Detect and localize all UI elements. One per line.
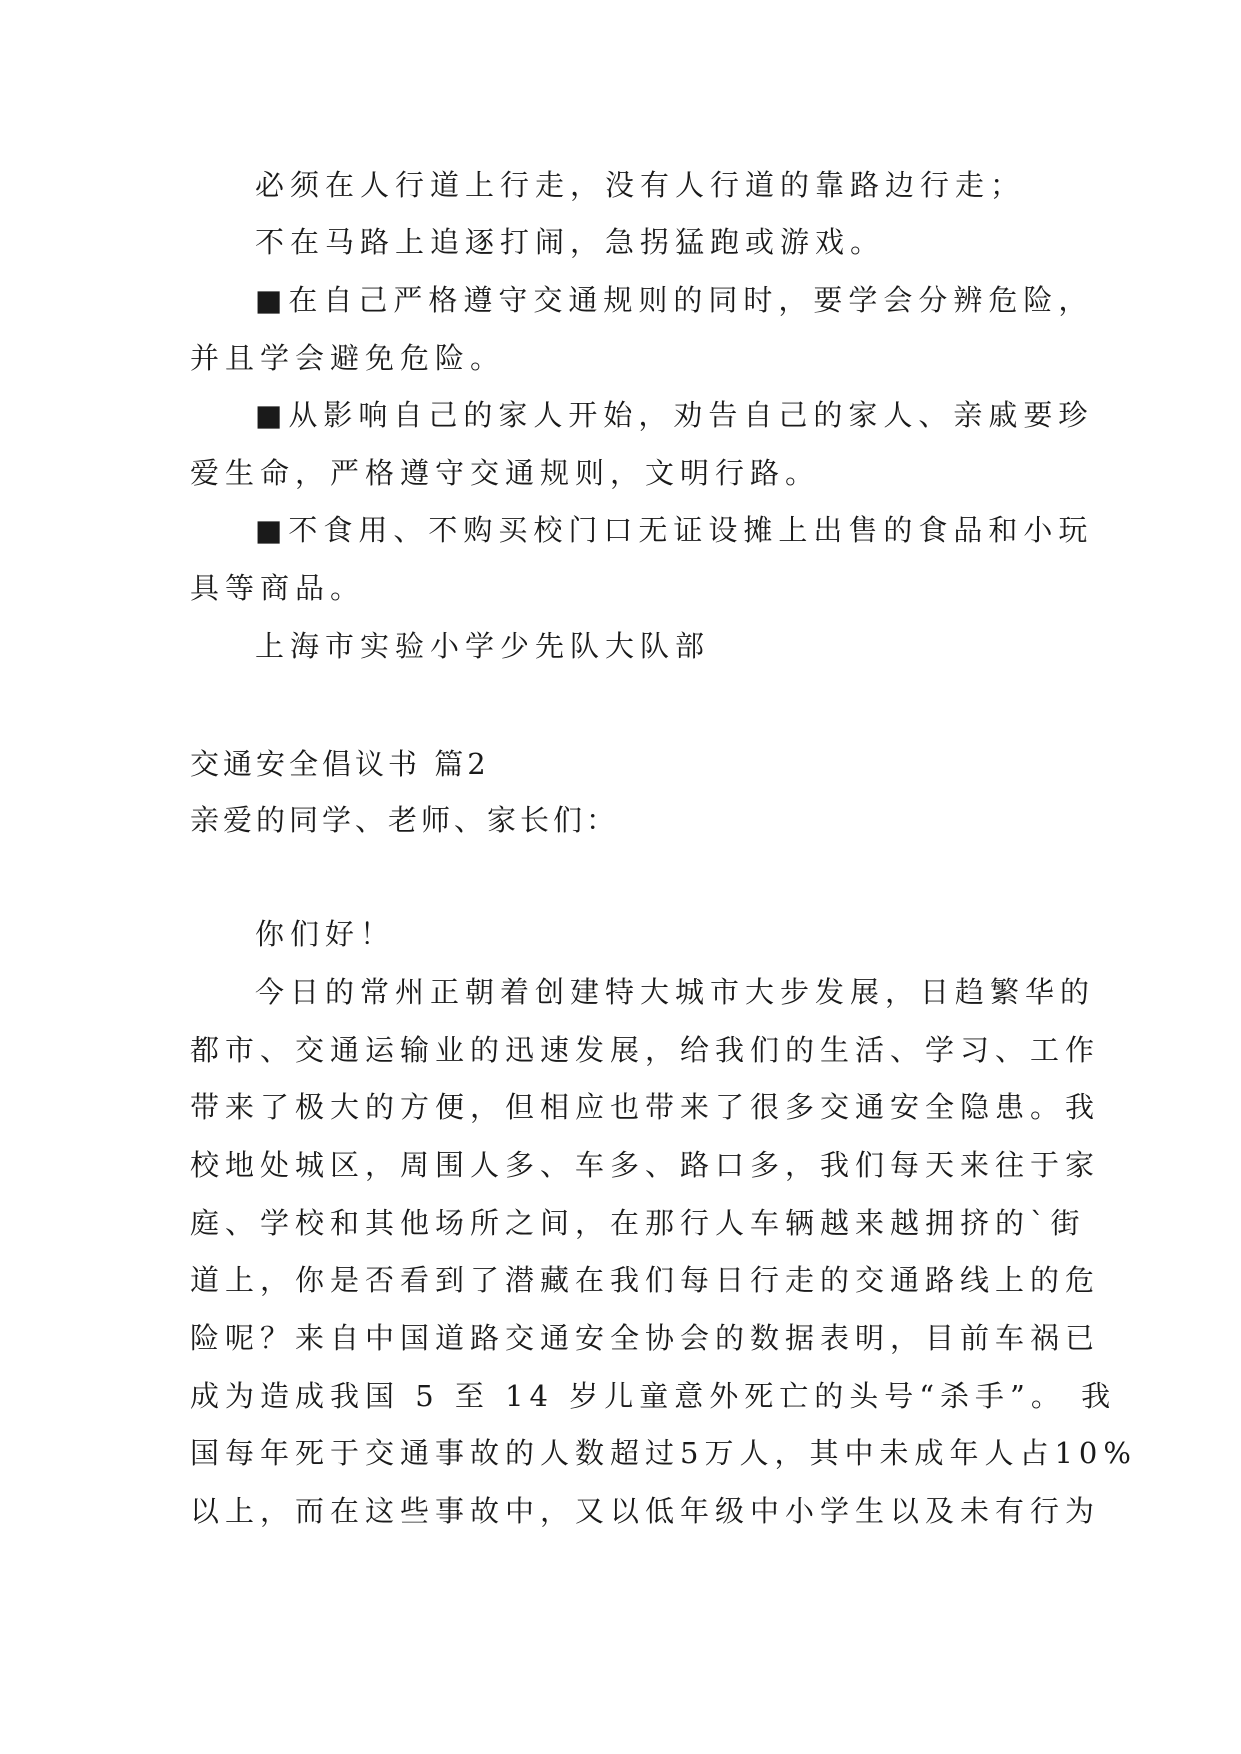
paragraph-line: 都市、交通运输业的迅速发展，给我们的生活、学习、工作: [190, 1033, 1101, 1067]
bullet-line: ■在自己严格遵守交通规则的同时，要学会分辨危险，: [255, 283, 1094, 317]
paragraph-line: 并且学会避免危险。: [190, 341, 506, 375]
paragraph-line: 险呢？来自中国道路交通安全协会的数据表明，目前车祸已: [190, 1321, 1101, 1355]
paragraph-line: 以上，而在这些事故中，又以低年级中小学生以及未有行为: [190, 1494, 1101, 1528]
bullet-line: ■从影响自己的家人开始，劝告自己的家人、亲戚要珍: [255, 398, 1094, 432]
signature-line: 上海市实验小学少先队大队部: [255, 629, 711, 663]
paragraph-line: 爱生命，严格遵守交通规则，文明行路。: [190, 456, 821, 490]
paragraph-line: 今日的常州正朝着创建特大城市大步发展，日趋繁华的: [255, 975, 1096, 1009]
paragraph-line: 国每年死于交通事故的人数超过5万人，其中未成年人占10%: [190, 1436, 1137, 1470]
paragraph-line: 校地处城区，周围人多、车多、路口多，我们每天来往于家: [190, 1148, 1101, 1182]
paragraph-line: 不在马路上追逐打闹，急拐猛跑或游戏。: [255, 225, 886, 259]
bullet-line: ■不食用、不购买校门口无证设摊上出售的食品和小玩: [255, 513, 1094, 547]
section-title: 交通安全倡议书 篇2: [190, 747, 490, 781]
salutation: 亲爱的同学、老师、家长们：: [190, 803, 620, 837]
greeting: 你们好！: [255, 917, 396, 951]
paragraph-line: 带来了极大的方便，但相应也带来了很多交通安全隐患。我: [190, 1090, 1101, 1124]
paragraph-line: 道上，你是否看到了潜藏在我们每日行走的交通路线上的危: [190, 1263, 1101, 1297]
paragraph-line: 必须在人行道上行走，没有人行道的靠路边行走；: [255, 168, 1026, 202]
paragraph-line: 具等商品。: [190, 571, 366, 605]
paragraph-line: 庭、学校和其他场所之间，在那行人车辆越来越拥挤的`街: [190, 1206, 1086, 1240]
paragraph-line: 成为造成我国 5 至 14 岁儿童意外死亡的头号“杀手”。 我: [190, 1379, 1117, 1413]
